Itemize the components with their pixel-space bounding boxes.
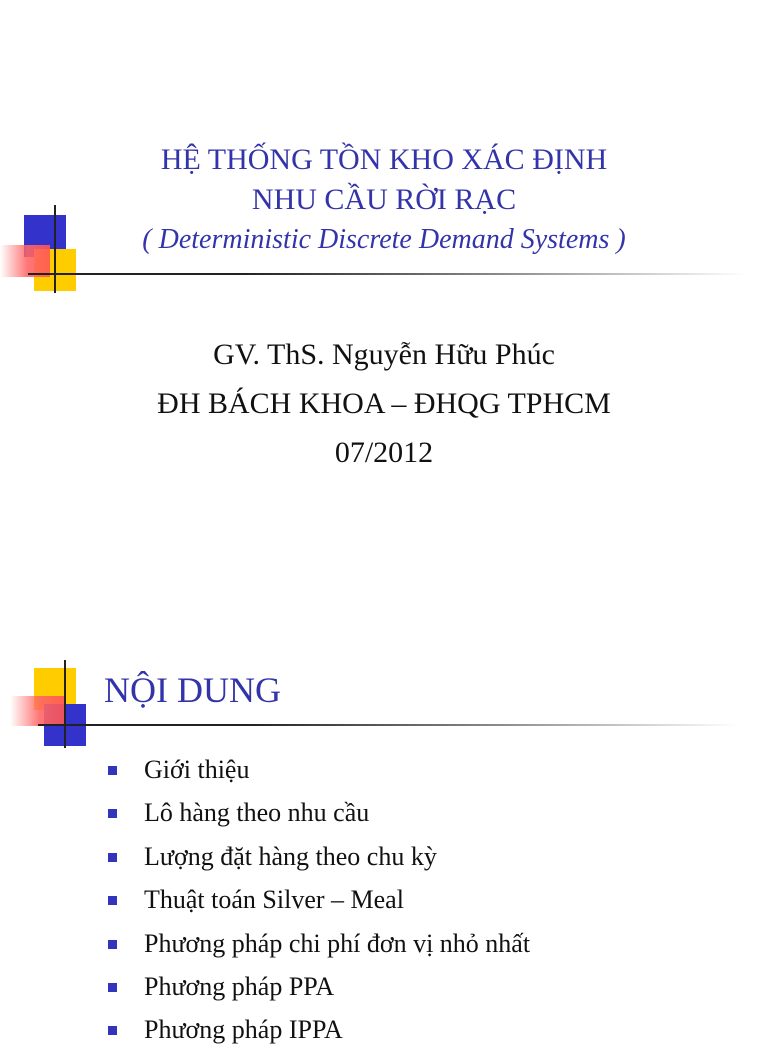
list-item-text: Phương pháp chi phí đơn vị nhỏ nhất	[144, 928, 531, 958]
decorative-squares	[0, 660, 110, 750]
bullet-icon	[108, 809, 117, 818]
list-item-text: Lượng đặt hàng theo chu kỳ	[144, 841, 437, 871]
list-item-text: Thuật toán Silver – Meal	[144, 885, 404, 915]
contents-list	[104, 748, 530, 1052]
author: GV. ThS. Nguyễn Hữu Phúc	[213, 338, 555, 371]
list-item	[104, 791, 530, 834]
date: 07/2012	[334, 436, 434, 469]
slide-subtitle: ( Deterministic Discrete Demand Systems )	[142, 224, 626, 255]
list-item	[104, 748, 530, 791]
title-underline	[28, 273, 748, 275]
institution: ĐH BÁCH KHOA – ĐHQG TPHCM	[157, 387, 611, 420]
list-item	[104, 835, 530, 878]
bullet-icon	[108, 1026, 117, 1035]
bullet-icon	[108, 853, 117, 862]
list-item-text: Phương pháp IPPA	[144, 1015, 343, 1045]
bullet-icon	[108, 896, 117, 905]
list-item-text: Giới thiệu	[144, 755, 250, 784]
list-item-text: Phương pháp PPA	[144, 972, 335, 1002]
list-item	[104, 1008, 530, 1051]
slide-title	[0, 140, 768, 260]
bullet-icon	[108, 766, 117, 775]
title-line-2: NHU CẦU RỜI RẠC	[251, 183, 517, 216]
decor-red-square	[10, 696, 64, 726]
heading-underline	[38, 724, 738, 726]
bullet-icon	[108, 940, 117, 949]
list-item	[104, 922, 530, 965]
presenter-info	[0, 330, 768, 477]
list-item	[104, 878, 530, 921]
decor-vertical-line	[64, 660, 66, 748]
section-heading: NỘI DUNG	[104, 670, 281, 710]
title-line-1: HỆ THỐNG TỒN KHO XÁC ĐỊNH	[160, 143, 608, 176]
list-item	[104, 965, 530, 1008]
bullet-icon	[108, 983, 117, 992]
contents-slide	[0, 640, 768, 1045]
list-item-text: Lô hàng theo nhu cầu	[144, 798, 370, 828]
